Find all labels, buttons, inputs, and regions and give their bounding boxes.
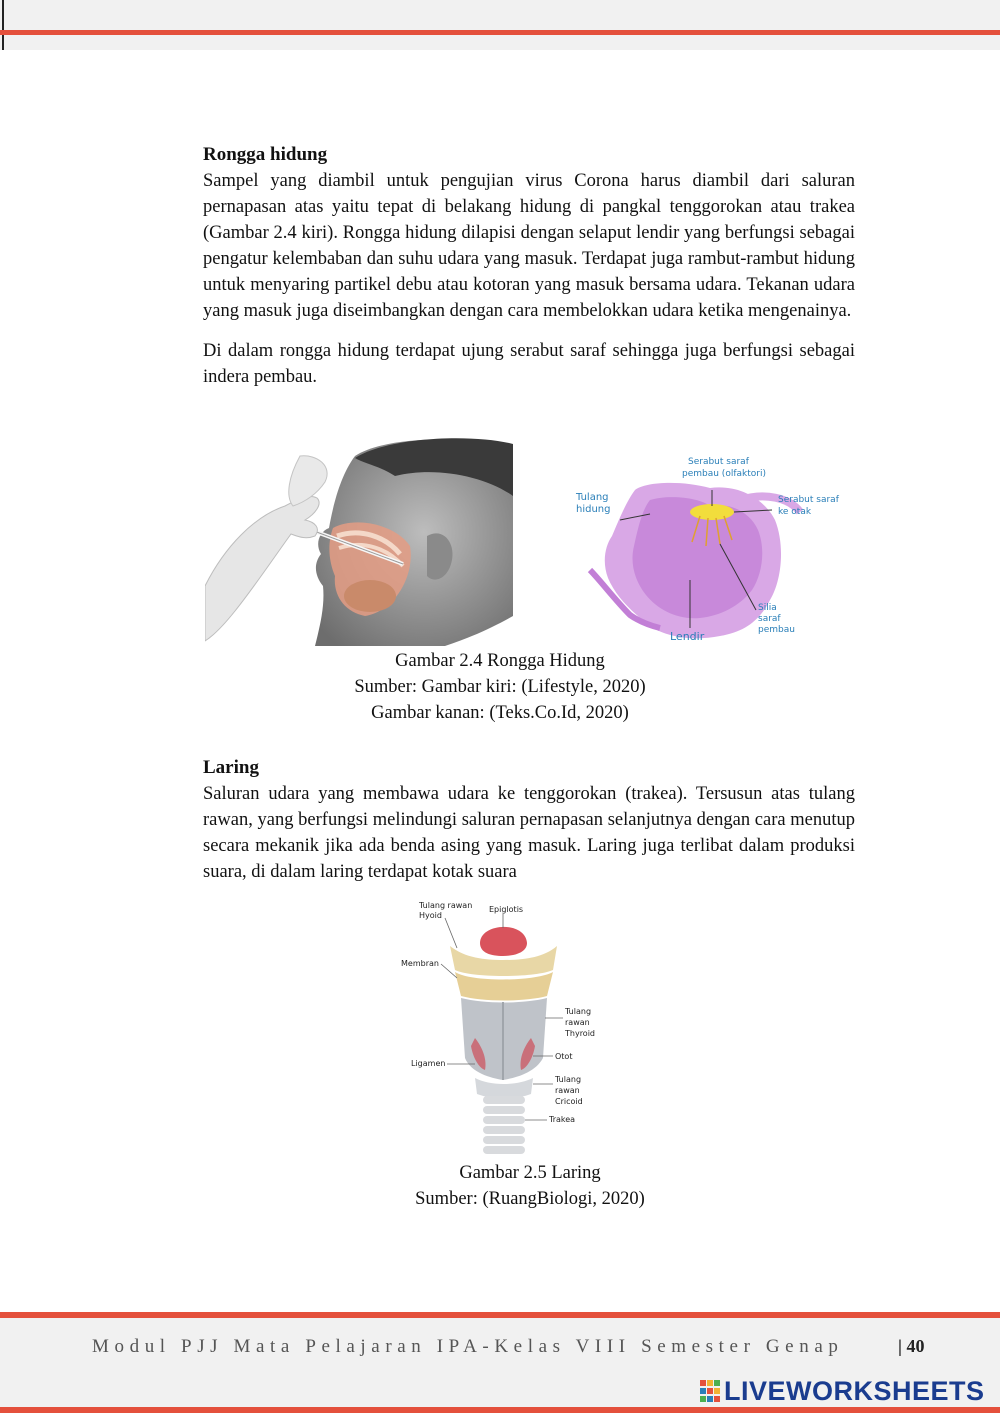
label-epiglotis: Epiglotis	[489, 905, 524, 914]
caption-2-4-title: Gambar 2.4 Rongga Hidung	[395, 651, 605, 671]
label-thyroid-3: Thyroid	[565, 1029, 595, 1038]
label-tulang-hidung-1: Tulang	[576, 492, 609, 503]
header-left-rule	[2, 0, 4, 50]
header-red-rule	[0, 30, 1000, 35]
label-hyoid-1: Tulang rawan	[419, 901, 473, 910]
liveworksheets-logo[interactable]	[700, 1376, 1000, 1406]
label-trakea: Trakea	[549, 1115, 576, 1124]
label-serabut-olfaktori-2: pembau (olfaktori)	[682, 469, 766, 479]
paragraph-rongga-hidung-1: Sampel yang diambil untuk pengujian virus Corona harus diambil dari saluran pernapasan atas yaitu tepat di belakang hidung di pangkal tenggorokan atau trakea (Gambar 2.4 kiri). Rongga hidung dilapisi dengan selaput lendir yang berfungsi sebagai pengatur kelembaban dan suhu udara yang masuk. Terdapat juga rambut-rambut hidung untuk menyaring partikel debu atau kotoran yang masuk bersama udara. Tekanan udara yang masuk juga diseimbangkan dengan cara membelokkan udara ketika mengenainya.	[203, 171, 855, 321]
swab-test-image	[205, 436, 513, 646]
page-number: | 40	[898, 1336, 925, 1356]
label-hyoid-2: Hyoid	[419, 911, 442, 920]
figure-2-5-caption	[230, 1160, 830, 1212]
page-footer	[0, 1312, 1000, 1413]
larynx-diagram	[395, 898, 605, 1160]
page-header-bar	[0, 0, 1000, 50]
caption-2-4-source-right: Gambar kanan: (Teks.Co.Id, 2020)	[371, 703, 629, 723]
label-silia-1: Silia	[758, 603, 777, 613]
figure-2-4-caption	[203, 648, 797, 726]
liveworksheets-logo-text: LIVEWORKSHEETS	[724, 1376, 985, 1406]
label-cricoid-2: rawan	[555, 1086, 580, 1095]
label-silia-3: pembau	[758, 625, 795, 635]
label-tulang-hidung-2: hidung	[576, 504, 611, 515]
caption-2-5-title: Gambar 2.5 Laring	[459, 1163, 601, 1183]
heading-laring: Laring	[203, 757, 259, 778]
caption-2-5-source: Sumber: (RuangBiologi, 2020)	[415, 1189, 645, 1209]
figure-rongga-hidung	[205, 436, 855, 646]
heading-rongga-hidung: Rongga hidung	[203, 144, 328, 165]
label-membran: Membran	[401, 959, 439, 968]
label-serabut-olfaktori-1: Serabut saraf	[688, 457, 749, 467]
label-thyroid-2: rawan	[565, 1018, 590, 1027]
label-serabut-otak-2: ke otak	[778, 507, 812, 517]
footer-module-title: Modul PJJ Mata Pelajaran IPA-Kelas VIII Semester Genap	[92, 1336, 844, 1357]
label-lendir: Lendir	[670, 630, 705, 643]
label-ligamen: Ligamen	[411, 1059, 446, 1068]
footer-red-rule-top	[0, 1312, 1000, 1318]
label-cricoid-3: Cricoid	[555, 1097, 583, 1106]
section-rongga-hidung	[203, 142, 855, 390]
paragraph-laring: Saluran udara yang membawa udara ke tenggorokan (trakea). Tersusun atas tulang rawan, yang berfungsi melindungi saluran pernapasan selanjutnya dengan cara menutup secara mekanik jika ada benda asing yang masuk. Laring juga terlibat dalam produksi suara, di dalam laring terdapat kotak suara	[203, 784, 855, 882]
section-laring	[203, 755, 855, 885]
footer-red-rule-bottom	[0, 1407, 1000, 1413]
nasal-cavity-diagram	[560, 450, 855, 646]
caption-2-4-source: Sumber: Gambar kiri: (Lifestyle, 2020)	[354, 677, 646, 697]
label-silia-2: saraf	[758, 614, 781, 624]
paragraph-rongga-hidung-2: Di dalam rongga hidung terdapat ujung serabut saraf sehingga juga berfungsi sebagai indera pembau.	[203, 341, 855, 387]
label-otot: Otot	[555, 1052, 573, 1061]
label-cricoid-1: Tulang	[555, 1075, 582, 1084]
label-serabut-otak-1: Serabut saraf	[778, 495, 839, 505]
label-thyroid-1: Tulang	[565, 1007, 592, 1016]
liveworksheets-logo-icon	[700, 1380, 720, 1402]
